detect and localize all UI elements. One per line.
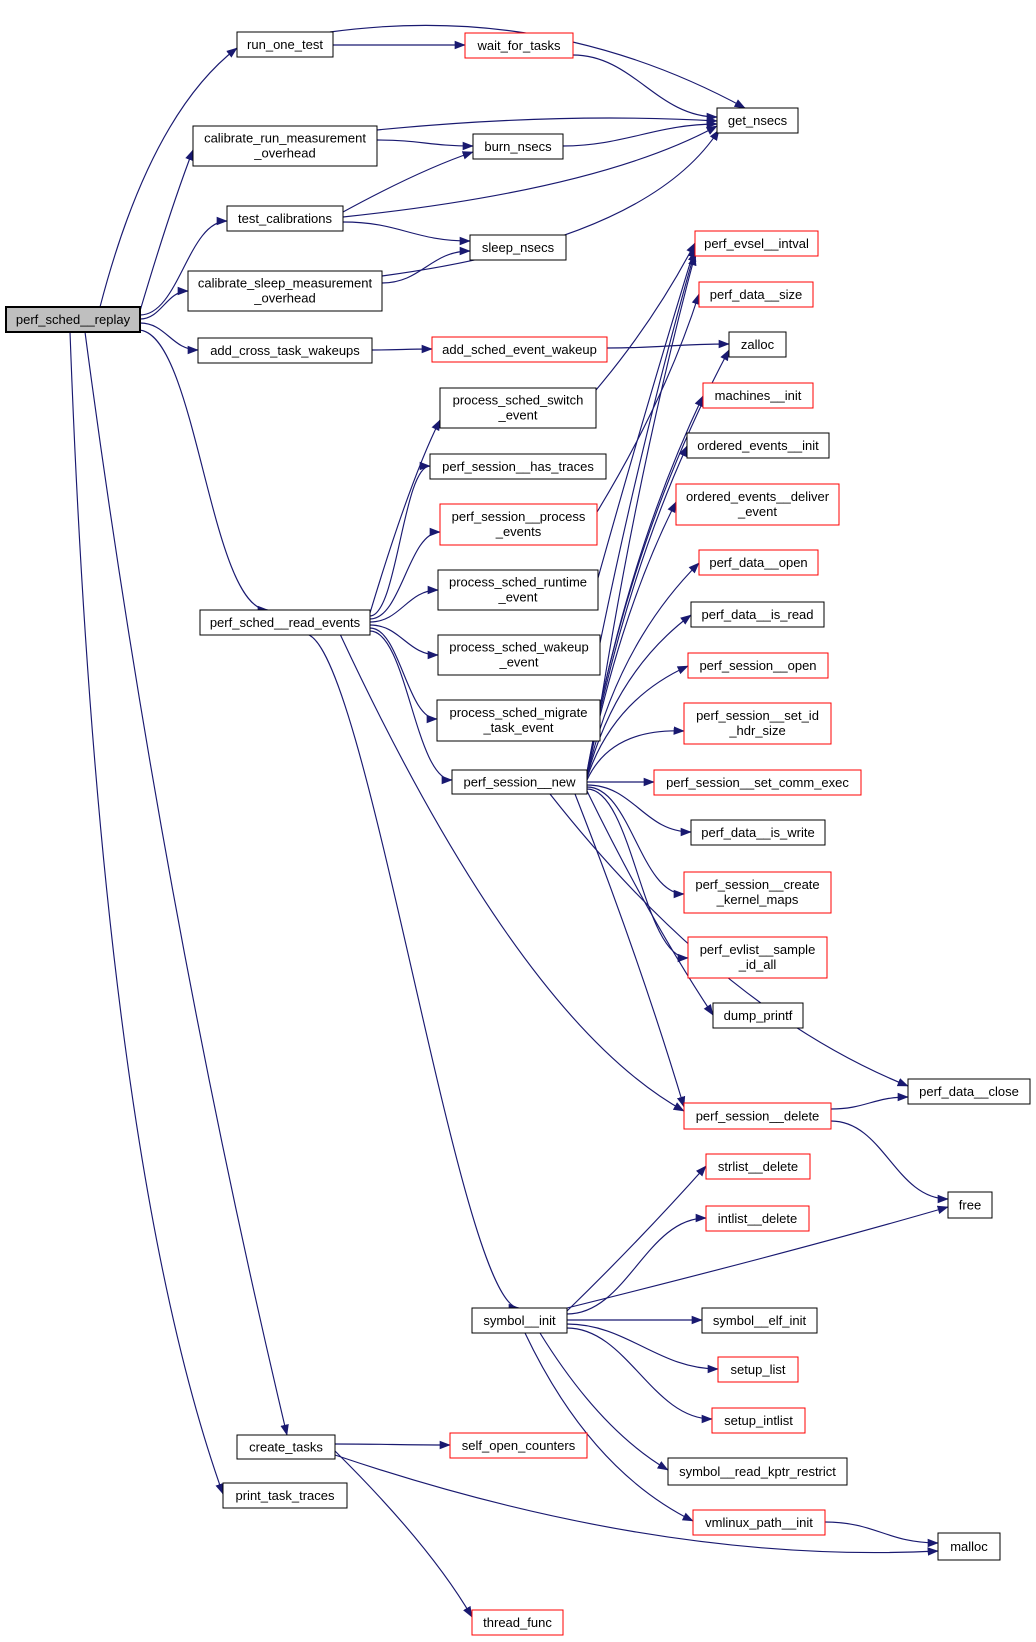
node-label-setup_list: setup_list (730, 1362, 786, 1377)
node-label-wait_for_tasks: wait_for_tasks (477, 38, 561, 53)
node-machines__init[interactable] (703, 383, 813, 408)
node-create_tasks[interactable] (237, 1435, 335, 1459)
edge-perf_sched__replay-to-calibrate_sleep_measurement_overhead (140, 291, 188, 319)
node-perf_data__size[interactable] (699, 282, 813, 307)
node-label-ordered_events__deliver_event: ordered_events__deliver _event (685, 489, 830, 519)
edge-add_sched_event_wakeup-to-zalloc (607, 344, 729, 348)
node-label-perf_evlist__sample_id_all: perf_evlist__sample _id_all (699, 942, 816, 972)
node-setup_intlist[interactable] (712, 1408, 805, 1433)
node-label-perf_session__delete: perf_session__delete (695, 1108, 820, 1124)
node-label-print_task_traces: print_task_traces (235, 1488, 335, 1503)
node-label-intlist__delete: intlist__delete (717, 1211, 798, 1226)
node-label-calibrate_run_measurement_overhead: calibrate_run_measurement _overhead (204, 130, 366, 161)
edge-perf_sched__replay-to-calibrate_run_measurement_overhead (140, 150, 193, 311)
node-label-get_nsecs: get_nsecs (727, 113, 788, 128)
node-label-perf_data__open: perf_data__open (709, 555, 808, 570)
edge-perf_session__new-to-perf_session__delete (575, 794, 684, 1107)
edge-perf_sched__replay-to-perf_sched__read_events (138, 330, 268, 610)
edge-perf_session__new-to-ordered_events__init (587, 446, 687, 774)
node-perf_evlist__sample_id_all[interactable] (688, 937, 827, 978)
edge-create_tasks-to-self_open_counters (335, 1444, 450, 1445)
node-label-perf_sched__read_events: perf_sched__read_events (209, 615, 361, 630)
edge-perf_sched__read_events-to-perf_session__process_events (370, 532, 440, 619)
node-perf_sched__replay[interactable] (6, 307, 140, 332)
node-symbol__read_kptr_restrict[interactable] (668, 1458, 847, 1485)
node-label-vmlinux_path__init: vmlinux_path__init (705, 1515, 813, 1530)
node-perf_data__open[interactable] (699, 550, 818, 575)
edge-perf_sched__read_events-to-process_sched_switch_event (370, 420, 440, 613)
edge-perf_session__new-to-perf_evlist__sample_id_all (587, 789, 688, 958)
edge-test_calibrations-to-sleep_nsecs (343, 222, 470, 241)
node-vmlinux_path__init[interactable] (693, 1510, 825, 1535)
node-label-ordered_events__init: ordered_events__init (697, 438, 819, 453)
edge-perf_session__new-to-perf_data__open (587, 563, 699, 776)
edge-perf_sched__replay-to-run_one_test (100, 48, 237, 307)
node-perf_session__create_kernel_maps[interactable] (684, 872, 831, 913)
node-sleep_nsecs[interactable] (470, 235, 566, 260)
node-label-strlist__delete: strlist__delete (717, 1159, 799, 1174)
node-ordered_events__init[interactable] (687, 433, 829, 458)
node-label-perf_session__process_events: perf_session__process _events (451, 509, 586, 539)
edge-perf_session__delete-to-perf_data__close (831, 1097, 908, 1109)
node-label-process_sched_migrate_task_event: process_sched_migrate _task_event (449, 705, 588, 735)
edge-perf_sched__read_events-to-process_sched_runtime_event (370, 590, 438, 622)
node-add_cross_task_wakeups[interactable] (198, 338, 372, 363)
node-perf_sched__read_events[interactable] (200, 610, 370, 635)
node-get_nsecs[interactable] (717, 108, 798, 133)
edge-perf_session__delete-to-free (831, 1121, 948, 1199)
node-label-perf_sched__replay: perf_sched__replay (15, 312, 131, 327)
node-process_sched_wakeup_event[interactable] (438, 635, 600, 675)
node-process_sched_migrate_task_event[interactable] (437, 700, 600, 741)
node-dump_printf[interactable] (713, 1003, 803, 1028)
node-perf_session__new[interactable] (452, 770, 587, 794)
node-perf_session__delete[interactable] (684, 1103, 831, 1129)
edge-perf_sched__read_events-to-process_sched_migrate_task_event (370, 628, 437, 719)
node-label-run_one_test: run_one_test (247, 37, 323, 52)
node-label-perf_session__open: perf_session__open (699, 658, 817, 673)
node-label-burn_nsecs: burn_nsecs (484, 139, 552, 154)
edge-calibrate_run_measurement_overhead-to-get_nsecs (377, 118, 717, 130)
node-label-dump_printf: dump_printf (723, 1008, 793, 1023)
edge-symbol__init-to-setup_list (567, 1324, 718, 1369)
node-symbol__elf_init[interactable] (702, 1308, 817, 1333)
edge-process_sched_switch_event-to-perf_evsel__intval (596, 243, 695, 390)
node-perf_data__close[interactable] (908, 1079, 1030, 1104)
edge-process_sched_runtime_event-to-perf_evsel__intval (598, 247, 695, 578)
node-process_sched_switch_event[interactable] (440, 388, 596, 428)
node-perf_session__has_traces[interactable] (430, 454, 606, 479)
node-label-machines__init: machines__init (714, 388, 802, 403)
node-calibrate_sleep_measurement_overhead[interactable] (188, 271, 382, 311)
node-label-thread_func: thread_func (483, 1615, 552, 1630)
node-label-process_sched_runtime_event: process_sched_runtime _event (448, 574, 588, 605)
node-perf_session__process_events[interactable] (440, 504, 597, 545)
node-perf_session__set_id_hdr_size[interactable] (684, 703, 831, 744)
node-label-perf_data__close: perf_data__close (919, 1084, 1019, 1099)
edge-create_tasks-to-thread_func (335, 1451, 472, 1617)
node-perf_data__is_write[interactable] (691, 820, 825, 845)
node-burn_nsecs[interactable] (473, 134, 563, 159)
node-label-symbol__init: symbol__init (483, 1313, 556, 1328)
node-perf_session__open[interactable] (688, 653, 828, 678)
node-label-perf_evsel__intval: perf_evsel__intval (704, 236, 809, 251)
node-add_sched_event_wakeup[interactable] (432, 337, 607, 362)
edge-add_cross_task_wakeups-to-add_sched_event_wakeup (372, 349, 432, 350)
node-zalloc[interactable] (729, 332, 786, 357)
edge-perf_sched__read_events-to-process_sched_wakeup_event (370, 625, 438, 655)
node-process_sched_runtime_event[interactable] (438, 570, 598, 610)
node-intlist__delete[interactable] (706, 1206, 809, 1231)
node-ordered_events__deliver_event[interactable] (676, 484, 839, 525)
edge-perf_sched__replay-to-print_task_traces (70, 332, 223, 1494)
node-label-add_sched_event_wakeup: add_sched_event_wakeup (442, 342, 597, 357)
edge-symbol__init-to-setup_intlist (567, 1328, 712, 1419)
node-label-perf_session__set_comm_exec: perf_session__set_comm_exec (666, 775, 849, 790)
edge-perf_session__new-to-perf_session__create_kernel_maps (587, 787, 684, 894)
node-perf_evsel__intval[interactable] (695, 231, 818, 256)
edge-symbol__init-to-vmlinux_path__init (525, 1333, 693, 1521)
edge-create_tasks-to-malloc (335, 1455, 938, 1553)
edge-wait_for_tasks-to-get_nsecs (573, 55, 717, 117)
node-label-self_open_counters: self_open_counters (461, 1438, 576, 1453)
edge-symbol__init-to-intlist__delete (567, 1218, 706, 1314)
edge-perf_sched__replay-to-add_cross_task_wakeups (140, 323, 198, 350)
node-label-perf_session__new: perf_session__new (463, 774, 576, 790)
edge-perf_sched__replay-to-create_tasks (85, 332, 287, 1435)
node-print_task_traces[interactable] (223, 1483, 347, 1508)
node-setup_list[interactable] (718, 1357, 798, 1382)
edge-burn_nsecs-to-get_nsecs (563, 124, 717, 146)
node-wait_for_tasks[interactable] (465, 33, 573, 58)
node-label-create_tasks: create_tasks (249, 1439, 323, 1455)
edge-calibrate_run_measurement_overhead-to-burn_nsecs (377, 140, 473, 146)
node-test_calibrations[interactable] (227, 206, 343, 231)
node-label-symbol__read_kptr_restrict: symbol__read_kptr_restrict (679, 1464, 836, 1479)
node-calibrate_run_measurement_overhead[interactable] (193, 126, 377, 166)
node-label-test_calibrations: test_calibrations (238, 211, 332, 226)
node-label-process_sched_wakeup_event: process_sched_wakeup _event (449, 639, 589, 670)
node-strlist__delete[interactable] (706, 1154, 810, 1179)
node-label-perf_data__size: perf_data__size (709, 287, 803, 302)
node-label-perf_session__set_id_hdr_size: perf_session__set_id _hdr_size (696, 708, 819, 738)
node-label-setup_intlist: setup_intlist (724, 1413, 793, 1428)
edge-calibrate_sleep_measurement_overhead-to-sleep_nsecs (382, 251, 470, 283)
node-label-sleep_nsecs: sleep_nsecs (481, 240, 555, 255)
node-label-zalloc: zalloc (740, 337, 775, 352)
node-perf_session__set_comm_exec[interactable] (654, 770, 861, 795)
node-label-calibrate_sleep_measurement_overhead: calibrate_sleep_measurement _overhead (197, 275, 373, 306)
edge-vmlinux_path__init-to-malloc (825, 1522, 938, 1543)
node-malloc[interactable] (938, 1533, 1000, 1560)
node-symbol__init[interactable] (472, 1308, 567, 1333)
node-label-process_sched_switch_event: process_sched_switch _event (452, 392, 584, 423)
node-label-symbol__elf_init: symbol__elf_init (712, 1313, 807, 1328)
node-thread_func[interactable] (472, 1610, 563, 1635)
node-run_one_test[interactable] (237, 32, 333, 57)
node-label-malloc: malloc (950, 1539, 988, 1554)
node-self_open_counters[interactable] (450, 1433, 587, 1458)
node-perf_data__is_read[interactable] (691, 602, 824, 627)
node-free[interactable] (948, 1192, 992, 1218)
node-label-add_cross_task_wakeups: add_cross_task_wakeups (210, 343, 360, 358)
node-label-perf_data__is_read: perf_data__is_read (701, 607, 814, 622)
node-label-perf_session__create_kernel_maps: perf_session__create _kernel_maps (695, 877, 820, 907)
node-label-perf_data__is_write: perf_data__is_write (701, 825, 815, 840)
edge-symbol__init-to-strlist__delete (567, 1166, 706, 1311)
node-label-free: free (958, 1197, 982, 1213)
node-label-perf_session__has_traces: perf_session__has_traces (442, 459, 594, 474)
